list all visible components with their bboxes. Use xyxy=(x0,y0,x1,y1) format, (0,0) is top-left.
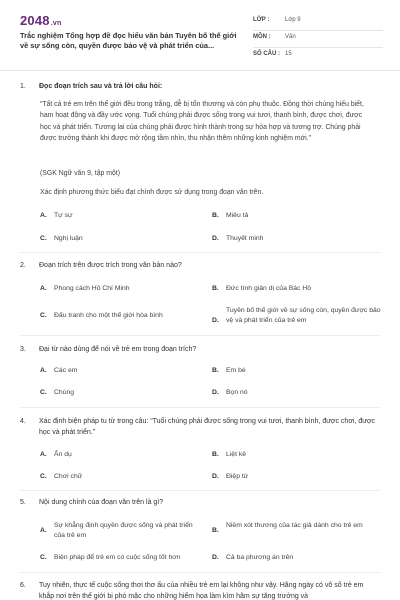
meta-class: LỚP : Lớp 9 xyxy=(253,14,383,31)
site-logo[interactable]: 2048.vn xyxy=(20,13,62,28)
question-1-passage: “Tất cả trẻ em trên thế giới đều trong trắng, dễ bị tổn thương và còn phụ thuộc. Đồng thời chúng hiếu biết, ham hoạt động và đầy ước vọng. Tuổi chúng phải được sống trong vui tươi, thanh bình, được chơi, được học và phát triển. Tương lai của chúng phải được hình thành trong sự hòa hợp và tương trợ. Chúng phải được trưởng thành khi được mở rộng tầm nhìn, thu nhận thêm những kinh nghiệm mới.” xyxy=(40,101,364,142)
divider xyxy=(20,407,380,408)
divider xyxy=(20,490,380,491)
question-1-source: (SGK Ngữ văn 9, tập một) xyxy=(40,170,121,177)
quiz-page: 2048.vn Trắc nghiệm Tổng hợp đề đọc hiểu văn bản Tuyên bố thế giới về sự sống còn, quyền được bảo vệ và phát triển của... LỚP : Lớp 9 MÔN : Văn SỐ CÂU : 15 1. Đọc đoạn trích sau và trả lời câu hỏi: “Tất cả trẻ em trên thế giới đều trong trắng, dễ bị tổn thương và còn phụ thuộc. Đồng thời chúng hiếu biết, ham hoạt động và đầy ước vọng. Tuổi chúng phải được sống trong vui tươi, thanh bình, được chơi, được học và phát triển. Tương lai của chúng phải được hình thành trong sự hòa hợp và tương trợ. Chúng phải được trưởng thành khi được mở rộng tầm nhìn, thu nhận thêm những kinh nghiệm mới.” (SGK Ngữ văn 9, tập một) Xác định phương thức biểu đạt chính được sử dụng trong đoạn văn trên. A. Tự sự B. Miêu tả C. Nghị luận D. Thuyết minh 2. Đoạn trích trên được trích trong văn bản nào? A. Phong cách Hồ Chí Minh B. Đức tính giản dị của Bác Hồ C. Đấu tranh cho một thế giới hòa bình D. Tuyên bố thế giới về sự sống còn, quyền được bảo vệ và phát triển của trẻ em 3. Đại từ nào dùng để nói về trẻ em trong đoạn trích? A. Các em B. Em bé C. Chúng D. Bọn nó 4. Xác định biện pháp tu từ trong câu: “Tuổi chúng phải được sống trong vui tươi, thanh bình, được chơi, được học và phát triển.” A. Ẩn dụ B. Liệt kê C. Chơi chữ D. Điệp từ 5. Nội dung chính của đoạn văn trên là gì? A. Sự khẳng định quyền được sống và phát triển của trẻ em B. Niềm xót thương của tác giả dành cho trẻ em C. Biện pháp để trẻ em có cuộc sống tốt hơn D. Cả ba phương án trên 6. Tuy nhiên, thực tế cuộc sống thơi thơ ấu của nhiều trẻ em lại không như vậy. Hằng ngày có vô số trẻ em khắp nơi trên thế giới bị phó mặc cho những hiểm họa làm kìm hãm sự tăng trưởng và xyxy=(0,0,400,600)
meta-subject: MÔN : Văn xyxy=(253,31,383,48)
divider xyxy=(20,252,380,253)
quiz-meta xyxy=(253,14,383,64)
question-1-prompt: Xác định phương thức biểu đạt chính được sử dụng trong đoạn văn trên. xyxy=(40,189,264,196)
divider xyxy=(20,572,380,573)
question-6: 6. Tuy nhiên, thực tế cuộc sống thơi thơ ấu của nhiều trẻ em lại không như vậy. Hằng ngày có vô số trẻ em khắp nơi trên thế giới bị phó mặc cho những hiểm họa làm kìm hãm sự tăng trưởng và xyxy=(20,582,364,600)
divider xyxy=(20,335,380,336)
quiz-title: Trắc nghiệm Tổng hợp đề đọc hiểu văn bản Tuyên bố thế giới về sự sống còn, quyền được bảo vệ và phát triển của... xyxy=(20,31,237,50)
meta-question-count: SỐ CÂU : 15 xyxy=(253,51,292,57)
page-header xyxy=(0,0,400,71)
